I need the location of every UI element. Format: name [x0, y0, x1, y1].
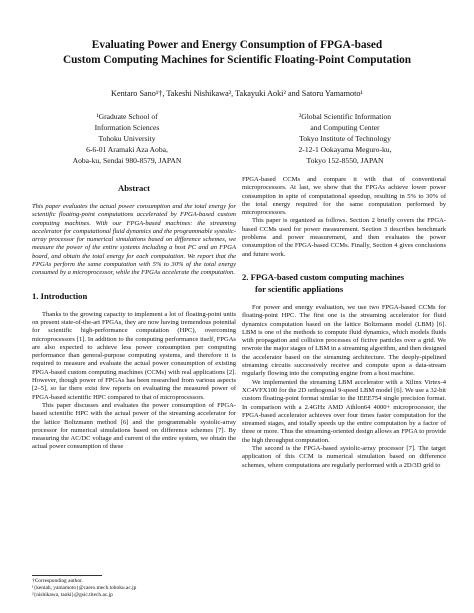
affiliation-line: Tokyo Institute of Technology	[299, 134, 391, 143]
affiliation-line: ¹Graduate School of	[96, 112, 158, 121]
section-2-heading	[242, 271, 446, 295]
affiliation-line: and Computing Center	[310, 123, 380, 132]
title-line-2: Custom Computing Machines for Scientific Floating-Point Computation	[62, 54, 412, 66]
footnotes	[32, 575, 236, 599]
footnote-email-1: ¹{kentah, yamamoto}@caero.mech.tohoku.ac.jp	[32, 585, 137, 591]
section-2-heading-line-2: for scientific appliations	[255, 283, 344, 294]
affiliation-line: Tohoku University	[98, 134, 156, 143]
footnote-email-2: ²{nishikawa, taoki}@gsic.titech.ac.jp	[32, 592, 113, 598]
section-2-paragraph-3: The second is the FPGA-based systolic-array processor [7]. The target application of this CCM is numerical simulation based on difference schemes, where computations are regularly performed with a 2D/3D grid to	[242, 445, 446, 469]
affiliation-line: Tokyo 152-8550, JAPAN	[306, 156, 384, 165]
section-2-heading-line-1: 2. FPGA-based custom computing machines	[242, 271, 405, 282]
introduction-heading: 1. Introduction	[32, 290, 88, 301]
footnote-rule	[32, 575, 102, 576]
affiliation-line: ²Global Scientific Information	[298, 112, 392, 121]
paper-title	[20, 38, 454, 68]
abstract-section	[32, 182, 236, 278]
abstract-text: This paper evaluates the actual power consumption and the total energy for scientific floating-point computations accelerated by FPGA-based custom computing machines. With our FPGA-based machines: the streaming accelerator for computational fluid dynamics and the programmable systolic-array processor for numerical simulations based on difference schemes, we measure the power of the entire systems including a host PC and an FPGA board, and obtain the total energy for each computation. We report that the FPGAs perform the same computation with 5% to 30% of the total energy consumed by a microprocessor, while the FPGAs accelerate the computation.	[32, 203, 236, 277]
affiliation-line: Aoba-ku, Sendai 980-8579, JAPAN	[72, 156, 182, 165]
title-line-1: Evaluating Power and Energy Consumption of FPGA-based	[91, 39, 383, 51]
abstract-heading: Abstract	[118, 183, 150, 193]
affiliation-line: Information Sciences	[94, 123, 160, 132]
introduction-paragraph-1: Thanks to the growing capacity to implement a lot of floating-point units on present state-of-the-art FPGAs, they are now having tremendous potential for scientific high-performance computation (HPC), overcoming microprocessors [1]. In addition to the computing performance itself, FPGAs are also expected to achieve less power consumption per computing performance than general-purpose computing systems, and therefore it is required to measure and evaluate the actual power consumption of existing FPGA-based custom computing machines (CCMs) with real applications [2]. However, though power of FPGAs has been researched from various aspects [2–5], so far there exist few reports on evaluating the measured power of FPGA-based scientific HPC compared to that of microprocessors.	[32, 310, 236, 401]
affiliation-1	[32, 111, 222, 166]
continued-paragraph: FPGA-based CCMs and compare it with that of conventional microprocessors. At last, we show that the FPGAs achieve lower power consumption in spite of computational speedup, resulting in 5% to 30% of the total energy required for the same computation performed by microprocessors.	[242, 176, 446, 217]
introduction-paragraph-2: This paper discusses and evaluates the power consumption of FPGA-based scientific HPC with the actual power of the streaming accelerator for the lattice Boltzmann method [6] and the programmable systolic-array processor for numerical simulations based on difference schemes [7]. By measuring the AC/DC voltage and current of the entire system, we obtain the actual power consumption of these	[32, 401, 236, 451]
section-2-paragraph-2: We implemented the streaming LBM accelerator with a Xilinx Virtex-4 XC4VFX100 for the 2D orthogonal 9-speed LBM model [6]. We use a 32-bit custom floating-point format similar to the IEEE754 single precision format. In comparison with a 2.4GHz AMD Athlon64 4000+ microprocessor, the FPGA-based accelerator achieves over four times faster computation for the streamed stages, and totally speeds up the entire computation by a factor of three or more. Thus the streaming-oriented design allows an FPGA to provide the high throughput computation.	[242, 378, 446, 444]
footnote-corresponding: †Corresponding author.	[32, 578, 83, 584]
author-list: Kentaro Sano¹†, Takeshi Nishikawa², Takayuki Aoki² and Satoru Yamamoto¹	[111, 89, 363, 98]
section-2-paragraph-1: For power and energy evaluation, we use two FPGA-based CCMs for floating-point HPC. The first one is the streaming accelerator for fluid dynamics computation based on the lattice Boltzmann model (LBM) [6]. LBM is one of the methods to compute fluid dynamics, which models fluids with propagation and collision processes of fictive particles over a grid. We rewrote the major stages of LBM in a streaming algorithm, and then designed the accelerator based on the streaming architecture. The deeply-pipelined streaming circuits successively receive and compute upon a data-stream regularly flowing into the computing engine from a host machine.	[242, 303, 446, 378]
organization-paragraph: This paper is organized as follows. Section 2 briefly covers the FPGA-based CCMs used for power measurement. Section 3 describes benchmark problems and power measurement, and then evaluates the power consumption of the FPGA-based CCMs. Finally, Section 4 gives conclusions and future work.	[242, 217, 446, 258]
left-column	[32, 182, 236, 452]
right-column	[242, 176, 446, 470]
affiliation-2	[250, 111, 440, 166]
affiliation-line: 2-12-1 Ookayama Meguro-ku,	[298, 145, 392, 154]
affiliation-line: 6-6-01 Aramaki Aza Aoba,	[86, 145, 168, 154]
